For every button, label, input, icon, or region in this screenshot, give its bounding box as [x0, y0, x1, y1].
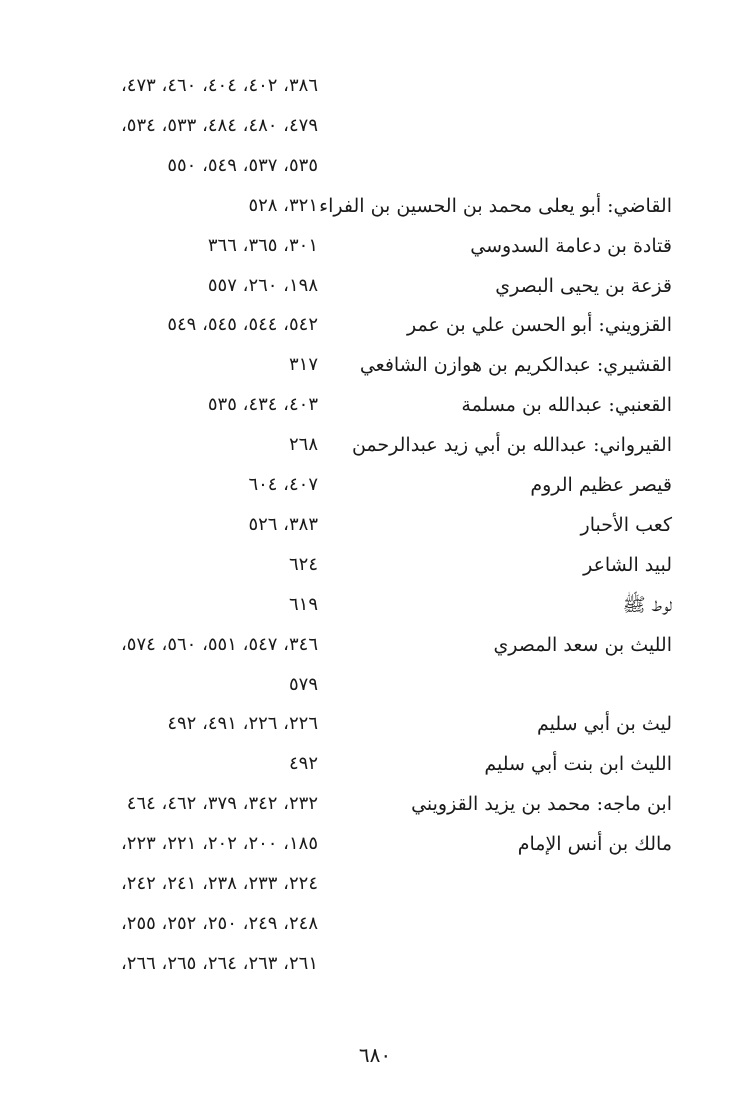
- entry-name: كعب الأحبار: [580, 514, 672, 536]
- entry-pages: ١٨٥، ٢٠٠، ٢٠٢، ٢٢١، ٢٢٣،: [120, 833, 318, 854]
- entry-name: قتادة بن دعامة السدوسي: [470, 235, 672, 257]
- index-entry: [60, 468, 672, 502]
- index-entry: [60, 668, 672, 702]
- index-entry: [60, 787, 672, 821]
- entry-name: ليث بن أبي سليم: [536, 713, 672, 735]
- index-entry: [60, 907, 672, 941]
- index-entry: [60, 149, 672, 183]
- entry-pages: ٥٤٢، ٥٤٤، ٥٤٥، ٥٤٩: [167, 314, 318, 335]
- index-entry: [60, 707, 672, 741]
- entry-pages: ٤٠٧، ٦٠٤: [248, 474, 318, 495]
- index-entry: [60, 747, 672, 781]
- entry-pages: ٢٣٢، ٣٤٢، ٣٧٩، ٤٦٢، ٤٦٤: [126, 793, 318, 814]
- entry-pages: ٢٦١، ٢٦٣، ٢٦٤، ٢٦٥، ٢٦٦،: [120, 953, 318, 974]
- entry-pages: ٣٤٦، ٥٤٧، ٥٥١، ٥٦٠، ٥٧٤،: [120, 634, 318, 655]
- entry-pages: ٤٠٣، ٤٣٤، ٥٣٥: [207, 394, 318, 415]
- entry-pages: ٣٨٣، ٥٢٦: [248, 514, 318, 535]
- index-entry: [60, 308, 672, 342]
- index-entry: [60, 189, 672, 223]
- entry-name: القعنبي: عبدالله بن مسلمة: [461, 394, 672, 416]
- entry-name: لبيد الشاعر: [583, 554, 672, 576]
- index-entry: [60, 867, 672, 901]
- entry-pages: ٦٢٤: [288, 554, 318, 575]
- page-number: ٦٨٠: [358, 1043, 392, 1067]
- entry-pages: ٣٢١، ٥٢٨: [248, 195, 318, 216]
- index-entry: [60, 388, 672, 422]
- entry-name: القاضي: أبو يعلى محمد بن الحسين بن الفراء: [319, 195, 672, 217]
- entry-name: الليث بن سعد المصري: [493, 634, 672, 656]
- index-entry: [60, 269, 672, 303]
- entry-pages: ٤٧٩، ٤٨٠، ٤٨٤، ٥٣٣، ٥٣٤،: [120, 115, 318, 136]
- entry-name: القيرواني: عبدالله بن أبي زيد عبدالرحمن: [351, 434, 672, 456]
- entry-name: مالك بن أنس الإمام: [517, 833, 672, 855]
- entry-name: قزعة بن يحيى البصري: [495, 275, 672, 297]
- entry-pages: ٥٣٥، ٥٣٧، ٥٤٩، ٥٥٠: [167, 155, 318, 176]
- entry-name: القشيري: عبدالكريم بن هوازن الشافعي: [359, 354, 672, 376]
- entry-pages: ٦١٩: [288, 594, 318, 615]
- index-entry: [60, 628, 672, 662]
- entry-pages: ١٩٨، ٢٦٠، ٥٥٧: [207, 275, 318, 296]
- entry-name: لوط ﷺ: [622, 594, 672, 616]
- index-entry: [60, 69, 672, 103]
- entry-name: القزويني: أبو الحسن علي بن عمر: [407, 314, 672, 336]
- entry-name: الليث ابن بنت أبي سليم: [484, 753, 672, 775]
- index-entry: [60, 348, 672, 382]
- entry-pages: ٢٢٦، ٢٢٦، ٤٩١، ٤٩٢: [167, 713, 318, 734]
- entry-pages: ٣١٧: [288, 354, 318, 375]
- entry-pages: ٢٢٤، ٢٣٣، ٢٣٨، ٢٤١، ٢٤٢،: [120, 873, 318, 894]
- index-entry: [60, 827, 672, 861]
- index-entry: [60, 229, 672, 263]
- index-entry: [60, 947, 672, 981]
- entry-pages: ٣٠١، ٣٦٥، ٣٦٦: [207, 235, 318, 256]
- entry-pages: ٢٤٨، ٢٤٩، ٢٥٠، ٢٥٢، ٢٥٥،: [120, 913, 318, 934]
- index-entry: [60, 109, 672, 143]
- entry-pages: ٤٩٢: [288, 753, 318, 774]
- entry-pages: ٥٧٩: [288, 674, 318, 695]
- entry-pages: ٣٨٦، ٤٠٢، ٤٠٤، ٤٦٠، ٤٧٣،: [120, 75, 318, 96]
- entry-name: ابن ماجه: محمد بن يزيد القزويني: [411, 793, 672, 815]
- index-entry: [60, 428, 672, 462]
- index-entry: [60, 588, 672, 622]
- entry-name: قيصر عظيم الروم: [530, 474, 672, 496]
- index-entry: [60, 508, 672, 542]
- index-entry: [60, 548, 672, 582]
- entry-pages: ٢٦٨: [288, 434, 318, 455]
